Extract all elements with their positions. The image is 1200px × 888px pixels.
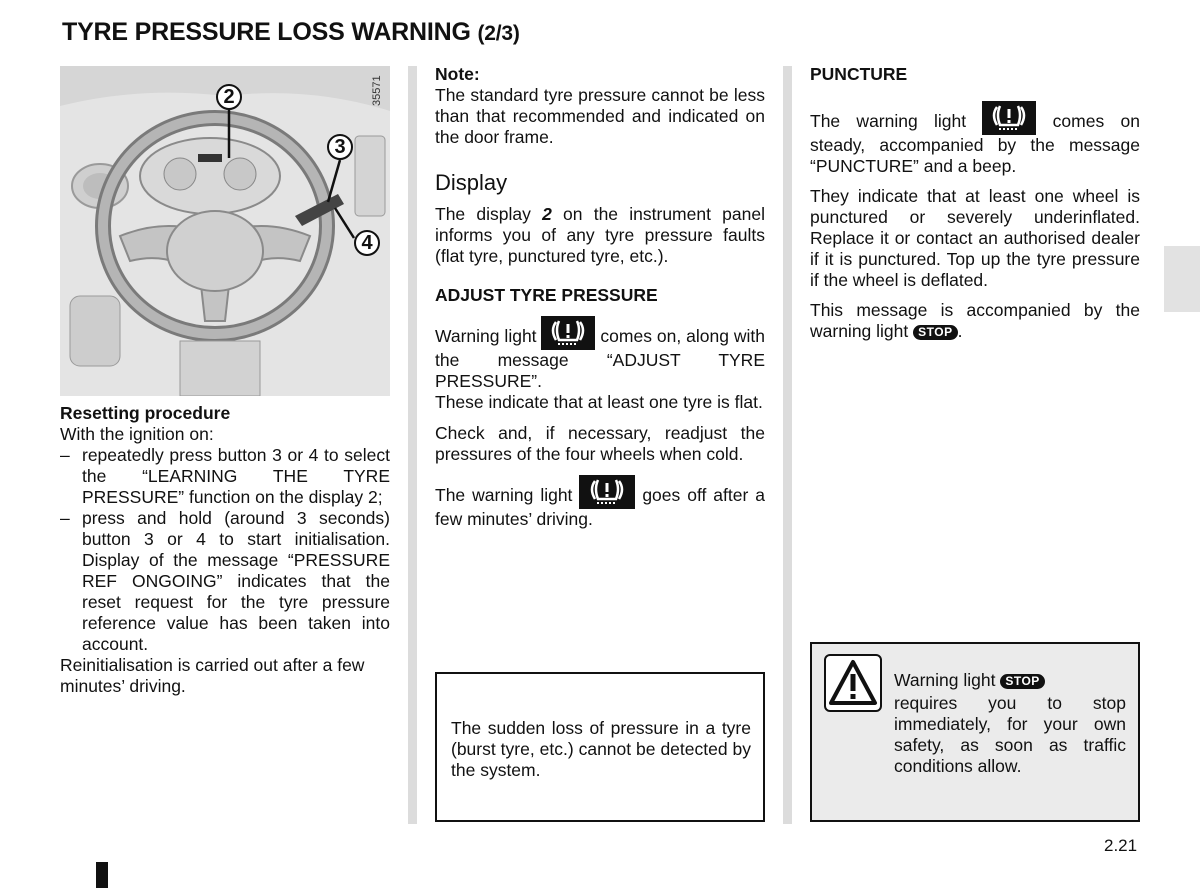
- adjust-p4-a: The warning light: [435, 485, 573, 505]
- note-text: The standard tyre pressure cannot be less than that recommended and indicated on the door frame.: [435, 85, 765, 147]
- stop-warning-box: [810, 642, 1140, 822]
- puncture-p1-a: The warning light: [810, 111, 967, 131]
- column-divider-left: [408, 66, 417, 824]
- adjust-paragraph-1: [435, 316, 765, 392]
- corner-mark: [96, 862, 108, 888]
- adjust-p4-b: goes off after a few minutes’ driving.: [435, 485, 765, 529]
- puncture-heading: PUNCTURE: [810, 64, 908, 84]
- tyre-pressure-warning-icon: [579, 475, 635, 509]
- puncture-p3-a: This message is accompanied by the warning light: [810, 300, 1140, 341]
- adjust-heading: ADJUST TYRE PRESSURE: [435, 285, 658, 305]
- page-number: 2.21: [1104, 836, 1138, 855]
- resetting-procedure-outro: Reinitialisation is carried out after a few minutes’ driving.: [60, 655, 365, 696]
- adjust-p1-b: comes on, along with the message “ADJUST TYRE PRESSURE”.: [435, 326, 765, 391]
- page-title-text: TYRE PRESSURE LOSS WARNING: [62, 18, 471, 46]
- adjust-paragraph-4: [435, 475, 765, 530]
- adjust-p1-a: Warning light: [435, 326, 537, 346]
- display-text-a: The display: [435, 204, 543, 224]
- puncture-paragraph-1: [810, 101, 1140, 177]
- illustration-ref-number: 35571: [371, 75, 383, 106]
- callout-2: 2: [216, 84, 242, 110]
- puncture-paragraph-3: This message is accompanied by the warning light STOP .: [810, 300, 1140, 341]
- page-title: [62, 18, 520, 47]
- list-item: – press and hold (around 3 seconds) button 3 or 4 to start initialisation. Display of the message “PRESSURE REF ONGOING” indicates that the reset request for the tyre pressure reference value has been taken into account.: [60, 508, 390, 655]
- list-item: – repeatedly press button 3 or 4 to select the “LEARNING THE TYRE PRESSURE” function on the display 2;: [60, 445, 390, 508]
- display-text-b: on the instrument panel informs you of any tyre pressure faults (flat tyre, punctured tyre, etc.).: [435, 204, 765, 266]
- resetting-procedure-heading: Resetting procedure: [60, 403, 231, 423]
- right-column: [810, 64, 1140, 342]
- resetting-procedure-intro: With the ignition on:: [60, 424, 214, 444]
- page-title-suffix: (2/3): [477, 22, 520, 45]
- resetting-procedure-section: [60, 403, 390, 697]
- tyre-pressure-warning-icon: [982, 101, 1036, 135]
- display-text-num: 2: [542, 204, 552, 224]
- display-heading: Display: [435, 170, 508, 195]
- adjust-paragraph-2: These indicate that at least one tyre is flat.: [435, 392, 763, 412]
- stop-warning-text-bottom: [894, 693, 1126, 777]
- steering-wheel-drawing: [60, 66, 390, 396]
- puncture-paragraph-2: They indicate that at least one wheel is punctured or severely underinflated. Replace it or contact an authorised dealer if it is punctured. Top up the tyre pressure if the wheel is deflated.: [810, 186, 1140, 290]
- tyre-pressure-warning-icon: [541, 316, 595, 350]
- detection-note-box: [435, 672, 765, 822]
- stop-warning-text-top: [894, 670, 1126, 691]
- callout-3: 3: [327, 134, 353, 160]
- warning-triangle-icon: [824, 654, 882, 712]
- stop-warning-a: Warning light: [894, 670, 996, 690]
- stop-warning-icon: STOP: [1000, 674, 1044, 689]
- resetting-steps-list: [60, 445, 390, 655]
- middle-column: [435, 64, 765, 530]
- note-label: Note:: [435, 64, 480, 84]
- puncture-p1-b: comes on steady, accompanied by the message “PUNCTURE” and a beep.: [810, 111, 1140, 176]
- stop-warning-icon: STOP: [913, 325, 957, 340]
- column-divider-right: [783, 66, 792, 824]
- display-text: [435, 204, 765, 267]
- section-tab: [1164, 246, 1200, 312]
- steering-wheel-illustration: [60, 66, 390, 396]
- callout-4: 4: [354, 230, 380, 256]
- adjust-paragraph-3: Check and, if necessary, readjust the pressures of the four wheels when cold.: [435, 423, 765, 464]
- detection-note-text: The sudden loss of pressure in a tyre (burst tyre, etc.) cannot be detected by the system.: [451, 718, 751, 780]
- stop-warning-b: requires you to stop immediately, for your own safety, as soon as traffic conditions allow.: [894, 693, 1126, 776]
